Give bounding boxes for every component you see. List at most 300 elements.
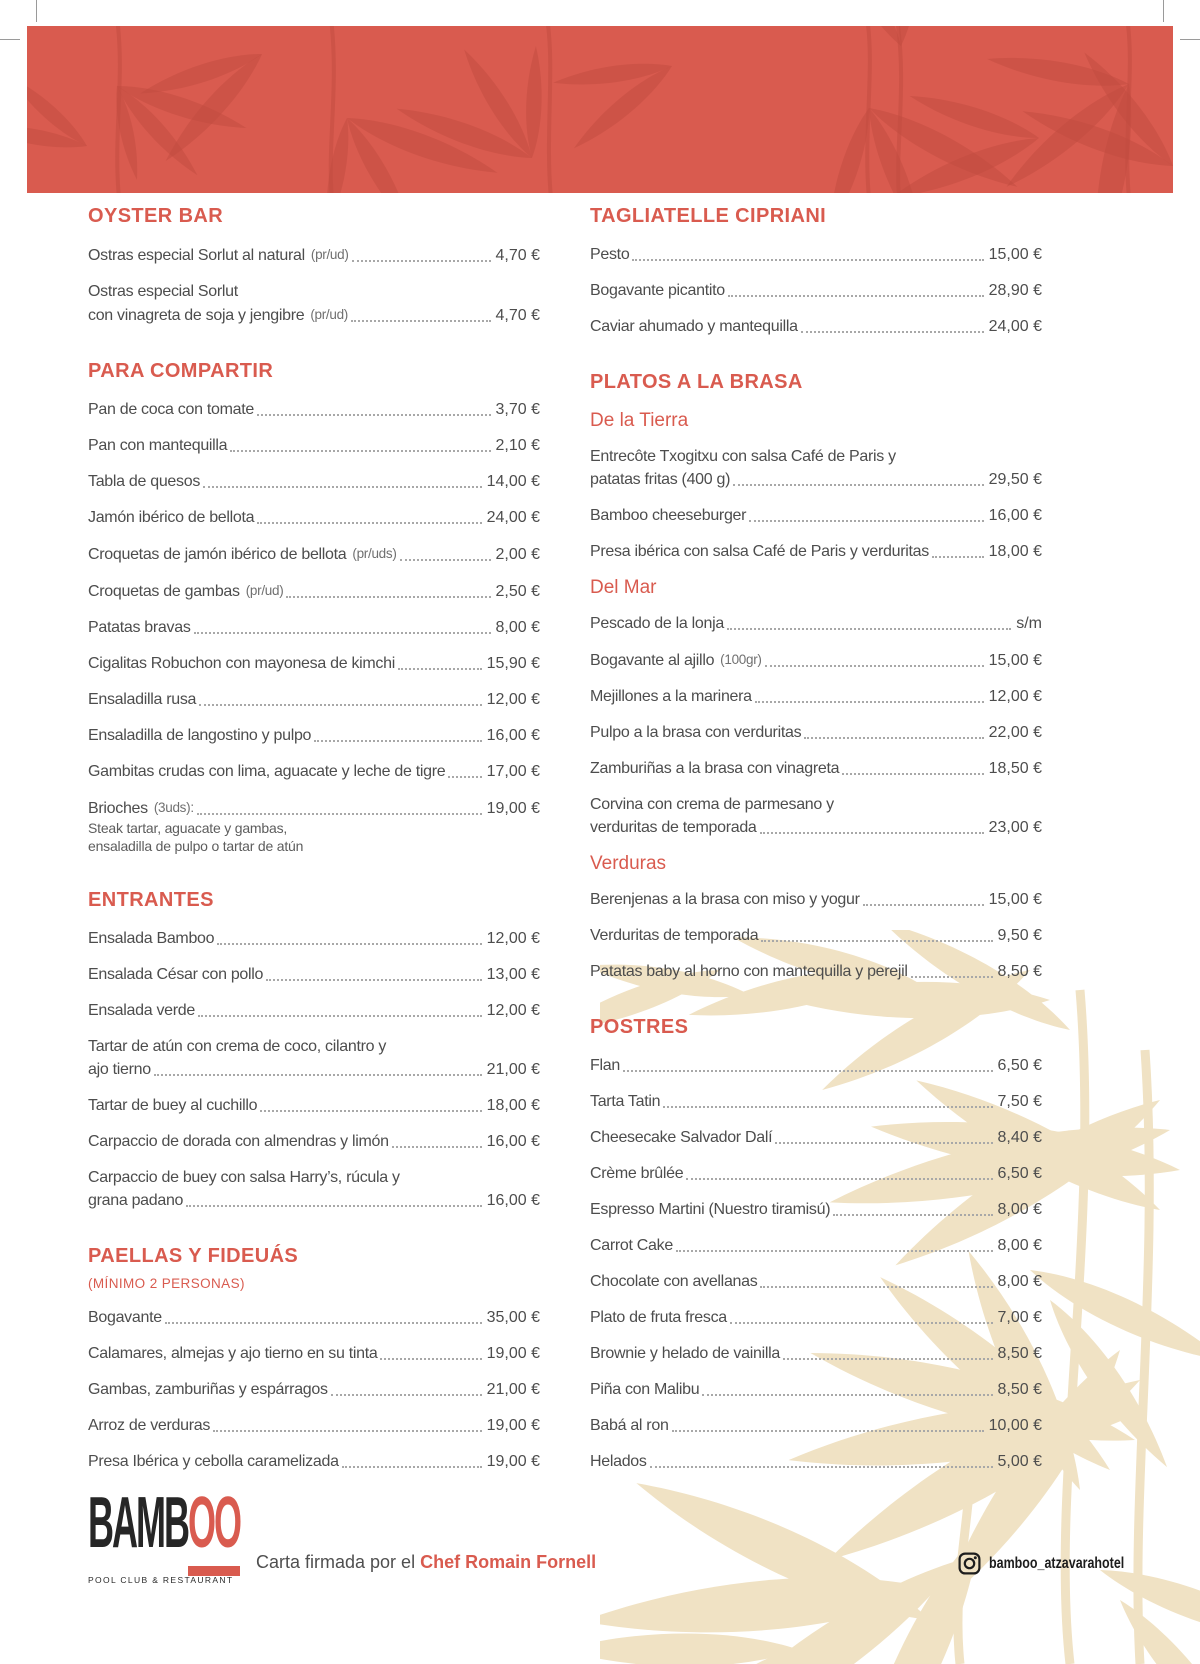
menu-item-price: 35,00 € [486, 1309, 540, 1326]
menu-item-name: Carrot Cake [590, 1237, 673, 1254]
menu-item-price: 13,00 € [486, 966, 540, 983]
menu-item-row [88, 471, 540, 492]
menu-item-price: 14,00 € [486, 473, 540, 490]
dotted-leader [833, 1214, 992, 1216]
bamboo-banner-image [27, 26, 1173, 193]
dotted-leader [198, 1015, 482, 1017]
menu-item [88, 761, 540, 782]
instagram-icon [958, 1552, 981, 1575]
subsection-title: De la Tierra [590, 410, 689, 431]
menu-item-name-line1: Carpaccio de buey con salsa Harry’s, rúcula y [88, 1169, 400, 1186]
menu-item-price: 15,00 € [988, 246, 1042, 263]
menu-item-name: Pesto [590, 246, 630, 263]
menu-item-name: Tabla de quesos [88, 473, 201, 490]
menu-item-row [88, 244, 540, 266]
menu-item-name: Brownie y helado de vainilla [590, 1345, 780, 1362]
menu-item [590, 541, 1042, 562]
menu-item-price: 2,10 € [495, 437, 540, 454]
dotted-leader [623, 1070, 993, 1072]
menu-item-name: Presa ibérica con salsa Café de Paris y verduritas [590, 543, 929, 560]
menu-item [88, 617, 540, 638]
menu-item-row [88, 964, 540, 985]
menu-item-row [590, 686, 1042, 707]
menu-item-name-line1: Corvina con crema de parmesano y [590, 796, 834, 813]
menu-item-price: 4,70 € [495, 247, 540, 264]
menu-item-row [88, 725, 540, 746]
menu-item-price: 4,70 € [495, 307, 540, 324]
menu-item-row [88, 1190, 540, 1211]
menu-item-name: Helados [590, 1453, 647, 1470]
menu-item-name: Berenjenas a la brasa con miso y yogur [590, 891, 860, 908]
menu-item [88, 580, 540, 602]
menu-item-row [590, 1235, 1042, 1256]
menu-item-name: ajo tierno [88, 1061, 151, 1078]
menu-item-price: 2,50 € [495, 583, 540, 600]
menu-item-row [88, 1131, 540, 1152]
menu-item-price: 16,00 € [486, 1192, 540, 1209]
menu-item-description: Steak tartar, aguacate y gambas, [88, 820, 288, 836]
menu-item-row [88, 1095, 540, 1116]
menu-item [88, 928, 540, 949]
menu-item [590, 925, 1042, 946]
dotted-leader [257, 414, 491, 416]
menu-item-row [88, 761, 540, 782]
menu-column-right [590, 205, 1042, 1506]
menu-item-price: 5,00 € [997, 1453, 1042, 1470]
menu-item-name: Carpaccio de dorada con almendras y limón [88, 1133, 389, 1150]
menu-item-row [590, 722, 1042, 743]
menu-item [88, 1379, 540, 1400]
dotted-leader [351, 320, 491, 322]
menu-item-price: 15,00 € [988, 891, 1042, 908]
menu-item-price: 12,00 € [988, 688, 1042, 705]
menu-item [590, 1091, 1042, 1112]
menu-item [88, 471, 540, 492]
menu-item-row [88, 797, 540, 819]
menu-item [88, 1451, 540, 1472]
dotted-leader [213, 1430, 482, 1432]
dotted-leader [672, 1430, 984, 1432]
dotted-leader [911, 976, 993, 978]
crop-mark [1163, 0, 1164, 22]
menu-item-price: 19,00 € [486, 1417, 540, 1434]
menu-item-name: Pan de coca con tomate [88, 401, 254, 418]
menu-item-price: 16,00 € [486, 1133, 540, 1150]
section-title: TAGLIATELLE CIPRIANI [590, 205, 827, 227]
menu-item-name: Croquetas de jamón ibérico de bellota [88, 546, 347, 563]
menu-item-price: 9,50 € [997, 927, 1042, 944]
menu-item-name: Ensaladilla de langostino y pulpo [88, 727, 312, 744]
menu-item-row [590, 889, 1042, 910]
dotted-leader [765, 665, 984, 667]
menu-item-row [590, 1271, 1042, 1292]
menu-item-name: Ensalada César con pollo [88, 966, 264, 983]
menu-item-row [590, 1091, 1042, 1112]
logo-text-oo: OO [188, 1483, 240, 1576]
menu-item-price: 28,90 € [988, 282, 1042, 299]
logo-tagline: POOL CLUB & RESTAURANT [88, 1575, 234, 1585]
menu-item [590, 1127, 1042, 1148]
menu-item-price: 29,50 € [988, 471, 1042, 488]
menu-item [590, 505, 1042, 526]
menu-item-row [88, 507, 540, 528]
dotted-leader [260, 1110, 481, 1112]
menu-item-name: Verduritas de temporada [590, 927, 759, 944]
menu-item [88, 244, 540, 266]
menu-item [590, 722, 1042, 743]
menu-item-name: Pescado de la lonja [590, 615, 724, 632]
menu-item [88, 689, 540, 710]
menu-item-price: 3,70 € [495, 401, 540, 418]
dotted-leader [203, 486, 482, 488]
menu-item-price: 15,90 € [486, 655, 540, 672]
menu-item [590, 244, 1042, 265]
menu-item-name: Bamboo cheeseburger [590, 507, 747, 524]
menu-item [88, 507, 540, 528]
section-subtitle: (MÍNIMO 2 PERSONAS) [88, 1276, 245, 1291]
menu-item-name: Patatas bravas [88, 619, 191, 636]
menu-item [590, 794, 1042, 838]
menu-item-price: 19,00 € [486, 1453, 540, 1470]
menu-item-row [88, 689, 540, 710]
menu-item [590, 1055, 1042, 1076]
dotted-leader [863, 904, 984, 906]
menu-item-row [590, 1127, 1042, 1148]
menu-section [590, 1016, 1042, 1472]
menu-item [590, 1379, 1042, 1400]
menu-item-row [590, 541, 1042, 562]
dotted-leader [165, 1322, 482, 1324]
menu-item-price: 21,00 € [486, 1061, 540, 1078]
menu-item [590, 961, 1042, 982]
menu-item-name-line1: Ostras especial Sorlut [88, 283, 238, 300]
dotted-leader [783, 1358, 993, 1360]
menu-item-name: con vinagreta de soja y jengibre [88, 307, 305, 324]
section-title: OYSTER BAR [88, 205, 224, 227]
menu-item-row [590, 1343, 1042, 1364]
menu-item-name: Pan con mantequilla [88, 437, 228, 454]
menu-item-row [88, 1451, 540, 1472]
dotted-leader [733, 484, 983, 486]
menu-item [590, 446, 1042, 490]
menu-item-row [590, 817, 1042, 838]
menu-item-price: s/m [1016, 615, 1042, 632]
menu-item [590, 613, 1042, 634]
menu-item-name: Flan [590, 1057, 620, 1074]
dotted-leader [257, 522, 481, 524]
menu-item [590, 1199, 1042, 1220]
menu-item [88, 1036, 540, 1080]
menu-item-note: (3uds): [153, 800, 194, 815]
crop-mark [36, 0, 37, 22]
menu-item-row [88, 1059, 540, 1080]
menu-item-row [590, 1307, 1042, 1328]
menu-item-price: 8,50 € [997, 1345, 1042, 1362]
menu-item [590, 1163, 1042, 1184]
menu-item-price: 7,00 € [997, 1309, 1042, 1326]
menu-item [88, 1095, 540, 1116]
menu-item-row [88, 1379, 540, 1400]
dotted-leader [230, 450, 490, 452]
section-title: POSTRES [590, 1016, 689, 1038]
menu-item-price: 17,00 € [486, 763, 540, 780]
menu-item-row [590, 1199, 1042, 1220]
menu-item-name: Mejillones a la marinera [590, 688, 752, 705]
dotted-leader [194, 632, 491, 634]
menu-item-price: 18,00 € [988, 543, 1042, 560]
menu-section [88, 205, 540, 326]
dotted-leader [197, 813, 482, 815]
menu-item-name: Patatas baby al horno con mantequilla y perejil [590, 963, 908, 980]
dotted-leader [932, 556, 984, 558]
dotted-leader [650, 1466, 993, 1468]
menu-item-name: Piña con Malibu [590, 1381, 700, 1398]
menu-section [88, 889, 540, 1211]
menu-item-note: (pr/uds) [352, 546, 397, 561]
dotted-leader [266, 979, 481, 981]
menu-item-price: 18,50 € [988, 760, 1042, 777]
menu-item-row [88, 543, 540, 565]
menu-item-name: Espresso Martini (Nuestro tiramisú) [590, 1201, 831, 1218]
menu-item-row [590, 961, 1042, 982]
menu-item [590, 686, 1042, 707]
menu-item-price: 19,00 € [486, 1345, 540, 1362]
crop-mark [0, 39, 20, 40]
subsection-title: Del Mar [590, 577, 657, 598]
menu-item-name: Cigalitas Robuchon con mayonesa de kimchi [88, 655, 395, 672]
menu-section [590, 205, 1042, 337]
instagram-block [958, 1552, 1162, 1575]
menu-item-name: grana padano [88, 1192, 184, 1209]
menu-item-price: 8,00 € [997, 1273, 1042, 1290]
menu-item-name: Tartar de buey al cuchillo [88, 1097, 258, 1114]
menu-item-price: 24,00 € [988, 318, 1042, 335]
menu-item [88, 725, 540, 746]
signature-chef-name: Chef Romain Fornell [420, 1552, 597, 1572]
dotted-leader [804, 737, 983, 739]
menu-item [590, 316, 1042, 337]
menu-item [590, 649, 1042, 671]
dotted-leader [730, 1322, 993, 1324]
dotted-leader [749, 520, 983, 522]
menu-item-row [590, 649, 1042, 671]
section-title: PLATOS A LA BRASA [590, 371, 803, 393]
menu-item-price: 8,50 € [997, 963, 1042, 980]
dotted-leader [728, 295, 984, 297]
menu-item-name: Brioches [88, 800, 148, 817]
menu-item-row [88, 1000, 540, 1021]
menu-item [88, 964, 540, 985]
menu-item [88, 281, 540, 326]
menu-item-name: Croquetas de gambas [88, 583, 240, 600]
dotted-leader [448, 776, 481, 778]
menu-item-price: 10,00 € [988, 1417, 1042, 1434]
menu-item-note: (pr/ud) [310, 247, 349, 262]
menu-item-price: 8,00 € [997, 1201, 1042, 1218]
menu-item-name: Gambitas crudas con lima, aguacate y leche de tigre [88, 763, 446, 780]
menu-item-row [88, 580, 540, 602]
menu-item-name: Bogavante picantito [590, 282, 725, 299]
menu-item-row [590, 316, 1042, 337]
menu-section [590, 371, 1042, 982]
menu-item [88, 1343, 540, 1364]
dotted-leader [775, 1142, 992, 1144]
menu-item-row [88, 1343, 540, 1364]
dotted-leader [400, 559, 491, 561]
menu-item-row [590, 1379, 1042, 1400]
menu-item-name-line1: Entrecôte Txogitxu con salsa Café de Paris y [590, 448, 896, 465]
menu-item-note: (pr/ud) [245, 583, 284, 598]
menu-item-price: 12,00 € [486, 930, 540, 947]
menu-column-left [88, 205, 540, 1506]
dotted-leader [801, 331, 984, 333]
menu-item-description: ensaladilla de pulpo o tartar de atún [88, 838, 304, 854]
menu-item-price: 15,00 € [988, 652, 1042, 669]
dotted-leader [186, 1205, 481, 1207]
menu-item [590, 1271, 1042, 1292]
menu-item-name: Ensalada Bamboo [88, 930, 215, 947]
subsection-title: Verduras [590, 853, 667, 874]
menu-section [88, 360, 540, 855]
menu-item [88, 653, 540, 674]
menu-item [88, 435, 540, 456]
menu-item-name: Ensaladilla rusa [88, 691, 197, 708]
menu-item-row [590, 1055, 1042, 1076]
menu-item-row [88, 1307, 540, 1328]
menu-item-price: 8,00 € [997, 1237, 1042, 1254]
menu-item [88, 1000, 540, 1021]
dotted-leader [755, 701, 984, 703]
menu-item-price: 12,00 € [486, 691, 540, 708]
instagram-handle: bamboo_atzavarahotel [989, 1554, 1125, 1572]
menu-item-name: Ostras especial Sorlut al natural [88, 247, 305, 264]
menu-item-row [88, 1415, 540, 1436]
dotted-leader [331, 1394, 482, 1396]
menu-item-price: 6,50 € [997, 1165, 1042, 1182]
section-title: PAELLAS Y FIDEUÁS [88, 1245, 299, 1267]
menu-item-name: Arroz de verduras [88, 1417, 211, 1434]
menu-item-price: 12,00 € [486, 1002, 540, 1019]
menu-item [88, 797, 540, 855]
menu-item-row [590, 1415, 1042, 1436]
logo-wordmark [88, 1483, 240, 1563]
menu-item [88, 543, 540, 565]
dotted-leader [154, 1074, 482, 1076]
menu-item-name: Ensalada verde [88, 1002, 195, 1019]
dotted-leader [342, 1466, 482, 1468]
dotted-leader [632, 259, 983, 261]
menu-item-name: Jamón ibérico de bellota [88, 509, 255, 526]
menu-item-price: 8,00 € [495, 619, 540, 636]
menu-item-row [88, 399, 540, 420]
menu-item-price: 24,00 € [486, 509, 540, 526]
menu-item-price: 19,00 € [486, 800, 540, 817]
dotted-leader [842, 773, 983, 775]
dotted-leader [392, 1146, 482, 1148]
menu-item-name: Calamares, almejas y ajo tierno en su tinta [88, 1345, 378, 1362]
menu-item-price: 2,00 € [495, 546, 540, 563]
menu-item-row [590, 244, 1042, 265]
menu-section [88, 1245, 540, 1472]
dotted-leader [760, 832, 984, 834]
menu-item-name: patatas fritas (400 g) [590, 471, 731, 488]
menu-item-name: Presa Ibérica y cebolla caramelizada [88, 1453, 339, 1470]
menu-item [88, 1131, 540, 1152]
menu-item-price: 18,00 € [486, 1097, 540, 1114]
menu-item-row [88, 435, 540, 456]
menu-item-name: Pulpo a la brasa con verduritas [590, 724, 802, 741]
dotted-leader [686, 1178, 992, 1180]
menu-item-row [590, 925, 1042, 946]
menu-item [88, 1307, 540, 1328]
crop-mark [1180, 39, 1200, 40]
menu-item-name: Crème brûlée [590, 1165, 684, 1182]
menu-item [88, 399, 540, 420]
menu-item-price: 23,00 € [988, 819, 1042, 836]
dotted-leader [352, 260, 491, 262]
menu-item [590, 1451, 1042, 1472]
menu-item-name: Cheesecake Salvador Dalí [590, 1129, 773, 1146]
menu-item-name: Caviar ahumado y mantequilla [590, 318, 798, 335]
dotted-leader [760, 1286, 992, 1288]
menu-item [590, 1343, 1042, 1364]
dotted-leader [663, 1106, 992, 1108]
logo-text-bamb: BAMB [88, 1483, 188, 1563]
menu-item [88, 1167, 540, 1211]
menu-item-row [88, 304, 540, 326]
menu-item-name: Zamburiñas a la brasa con vinagreta [590, 760, 840, 777]
menu-item-name: verduritas de temporada [590, 819, 757, 836]
menu-item-row [88, 653, 540, 674]
menu-item-price: 8,40 € [997, 1129, 1042, 1146]
menu-item-price: 16,00 € [988, 507, 1042, 524]
dotted-leader [217, 943, 481, 945]
chef-signature-line [256, 1552, 596, 1573]
menu-item-name: Bogavante [88, 1309, 162, 1326]
menu-item-row [88, 928, 540, 949]
menu-item-name: Babá al ron [590, 1417, 669, 1434]
menu-item [590, 1307, 1042, 1328]
dotted-leader [380, 1358, 481, 1360]
menu-item-row [590, 1163, 1042, 1184]
menu-item [590, 280, 1042, 301]
menu-item-row [590, 505, 1042, 526]
menu-item-row [88, 617, 540, 638]
menu-item-price: 6,50 € [997, 1057, 1042, 1074]
menu-item-row [590, 758, 1042, 779]
menu-item-price: 21,00 € [486, 1381, 540, 1398]
menu-item-note: (100gr) [720, 652, 762, 667]
dotted-leader [314, 740, 481, 742]
menu-item-price: 7,50 € [997, 1093, 1042, 1110]
menu-item-price: 16,00 € [486, 727, 540, 744]
dotted-leader [727, 628, 1011, 630]
menu-item-name: Plato de fruta fresca [590, 1309, 727, 1326]
menu-item-row [590, 1451, 1042, 1472]
menu-item-name: Gambas, zamburiñas y espárragos [88, 1381, 328, 1398]
dotted-leader [761, 940, 992, 942]
menu-item-price: 8,50 € [997, 1381, 1042, 1398]
section-title: PARA COMPARTIR [88, 360, 274, 382]
menu-item [88, 1415, 540, 1436]
menu-item [590, 758, 1042, 779]
section-title: ENTRANTES [88, 889, 214, 911]
menu-item [590, 1415, 1042, 1436]
menu-item-name-line1: Tartar de atún con crema de coco, cilantro y [88, 1038, 387, 1055]
menu-item-row [590, 613, 1042, 634]
menu-item-row [590, 280, 1042, 301]
menu-item-row [590, 469, 1042, 490]
